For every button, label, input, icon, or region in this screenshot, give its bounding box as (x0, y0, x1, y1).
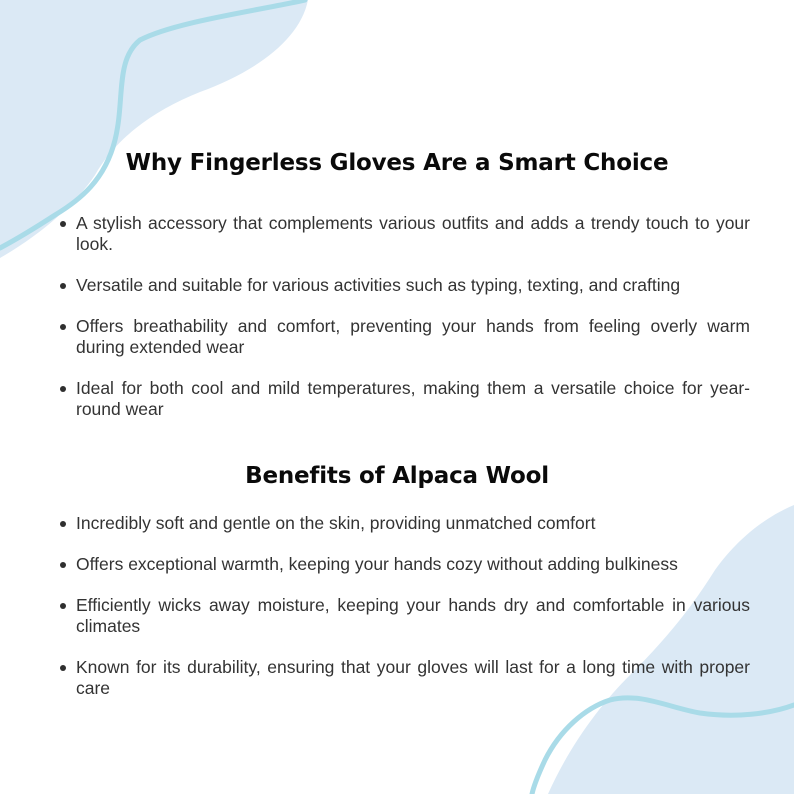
bullet-dot-icon (60, 386, 66, 392)
list-item (56, 513, 750, 534)
section-title-why-fingerless: Why Fingerless Gloves Are a Smart Choice (125, 150, 669, 176)
bullet-dot-icon (60, 603, 66, 609)
list-item (56, 657, 750, 699)
list-item-text: Ideal for both cool and mild temperatures, making them a versatile choice for year-round wear (76, 378, 750, 419)
list-item (56, 275, 750, 296)
list-item (56, 213, 750, 255)
list-item-text: Efficiently wicks away moisture, keeping your hands dry and comfortable in various climates (76, 595, 750, 636)
list-item-text: Offers breathability and comfort, preventing your hands from feeling overly warm during extended wear (76, 316, 750, 357)
bullet-dot-icon (60, 562, 66, 568)
bullet-dot-icon (60, 521, 66, 527)
list-item (56, 378, 750, 420)
bullet-dot-icon (60, 221, 66, 227)
list-item (56, 595, 750, 637)
bullet-list-alpaca-benefits (56, 513, 750, 719)
section-title-alpaca-benefits: Benefits of Alpaca Wool (245, 463, 549, 489)
list-item-text: Incredibly soft and gentle on the skin, providing unmatched comfort (76, 513, 596, 533)
bullet-dot-icon (60, 665, 66, 671)
list-item-text: A stylish accessory that complements various outfits and adds a trendy touch to your look. (76, 213, 750, 254)
list-item-text: Known for its durability, ensuring that your gloves will last for a long time with proper care (76, 657, 750, 698)
list-item-text: Versatile and suitable for various activities such as typing, texting, and crafting (76, 275, 681, 295)
bullet-list-why-fingerless (56, 213, 750, 440)
bullet-dot-icon (60, 283, 66, 289)
bullet-dot-icon (60, 324, 66, 330)
list-item (56, 554, 750, 575)
list-item-text: Offers exceptional warmth, keeping your hands cozy without adding bulkiness (76, 554, 678, 574)
list-item (56, 316, 750, 358)
